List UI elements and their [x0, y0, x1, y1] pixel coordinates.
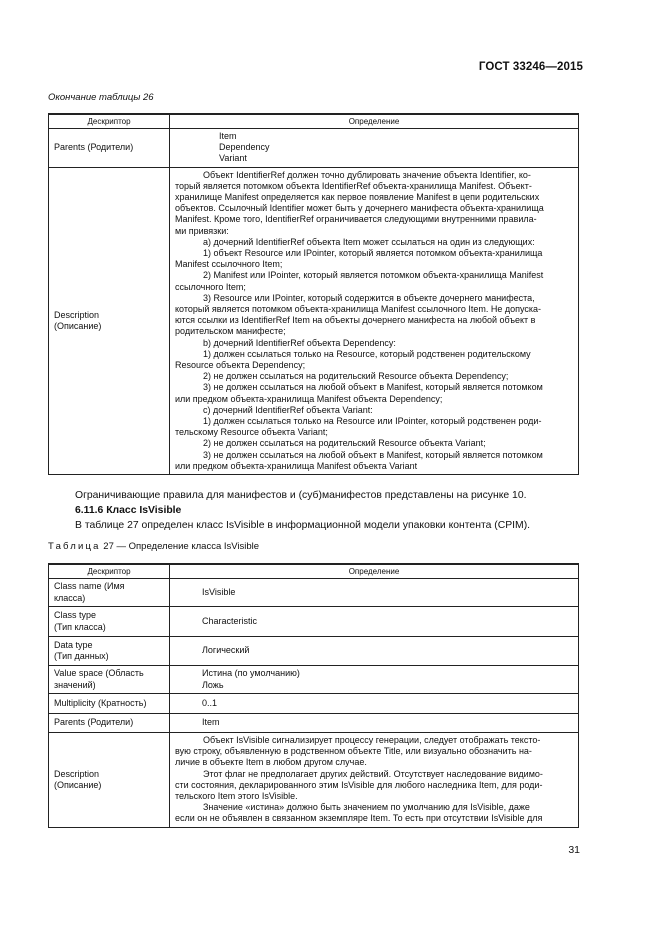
label-line: Description	[54, 309, 100, 320]
text-line: c) дочерний IdentifierRef объекта Variant:	[203, 404, 373, 415]
text-line: 2) не должен ссылаться на родительский Resource объекта Variant;	[203, 438, 486, 449]
row-value-parents: Item	[170, 714, 579, 733]
table-header-row	[49, 114, 579, 129]
row-value-description	[170, 733, 579, 828]
row-label-description	[49, 167, 170, 474]
text-line: 3) Resource или IPointer, который содержится в объекте дочернего манифеста,	[203, 292, 535, 303]
row-label-description	[49, 733, 170, 828]
text-line: ссылочного Item;	[175, 281, 246, 292]
table-row	[49, 666, 579, 694]
text-line: 3) не должен ссылаться на любой объект в Manifest, который является потомком	[203, 382, 543, 393]
text-line: 1) объект Resource или IPointer, который является потомком объекта-хранилища	[203, 248, 543, 259]
label-line: (Тип класса)	[54, 621, 106, 632]
row-label-class-name	[49, 579, 170, 607]
value-line: Истина (по умолчанию)	[202, 668, 300, 679]
table-header-row	[49, 564, 579, 579]
text-line: b) дочерний IdentifierRef объекта Dependency:	[203, 337, 396, 348]
label-line: (Описание)	[54, 779, 102, 790]
text-line: если он не объявлен в связанном экземпляре Item. То есть при отсутствии IsVisible для	[175, 813, 543, 824]
body-paragraph: В таблице 27 определен класс IsVisible в информационной модели упаковки контента (CPIM).	[75, 520, 531, 531]
text-line: 2) не должен ссылаться на родительский Resource объекта Dependency;	[203, 371, 509, 382]
table-row	[49, 694, 579, 714]
table-27	[48, 563, 579, 828]
text-line: который является потомком объекта-хранилища Manifest ссылочного Item. Не допуска-	[175, 304, 542, 315]
text-line: хранилище Manifest определяется как первое появление Manifest в цепи родительских	[175, 192, 540, 203]
table-row	[49, 714, 579, 733]
parents-item: Item	[219, 131, 237, 141]
table-row	[49, 637, 579, 666]
text-line: 1) должен ссылаться только на Resource, который родственен родительскому	[203, 348, 531, 359]
table-row	[49, 579, 579, 607]
text-line: или предком объекта-хранилища Manifest объекта Variant	[175, 460, 418, 471]
table-caption-label: Таблица	[48, 541, 101, 552]
label-line: Description	[54, 768, 100, 779]
text-line: а) дочерний IdentifierRef объекта Item может ссылаться на один из следующих:	[203, 236, 535, 247]
text-line: тельского Item этого IsVisible.	[175, 791, 298, 802]
text-line: Значение «истина» должно быть значением по умолчанию для IsVisible, даже	[203, 802, 530, 813]
table-27-caption	[48, 541, 259, 552]
row-value-data-type: Логический	[170, 637, 579, 666]
text-line: Manifest ссылочного Item;	[175, 259, 283, 270]
column-header-definition: Определение	[170, 114, 579, 129]
table-26	[48, 113, 579, 475]
label-line: Value space (Область	[54, 668, 144, 679]
row-label-class-type	[49, 607, 170, 637]
text-line: Resource объекта Dependency;	[175, 360, 306, 371]
text-line: Объект IsVisible сигнализирует процессу генерации, следует отображать тексто-	[203, 735, 541, 745]
body-paragraph: Ограничивающие правила для манифестов и (суб)манифестов представлены на рисунке 10.	[75, 490, 527, 501]
document-code: ГОСТ 33246—2015	[478, 61, 583, 73]
text-line: тельскому Resource объекта Variant;	[175, 427, 328, 438]
label-line: Class type	[54, 610, 97, 621]
row-value-description	[170, 167, 579, 474]
text-line: или предком объекта-хранилища Manifest объекта Dependency;	[175, 393, 443, 404]
label-line: (Тип данных)	[54, 651, 109, 661]
text-line: Manifest. Кроме того, IdentifierRef ограничивается следующими внутренними правила-	[175, 214, 537, 225]
text-line: ются ссылки из IdentifierRef Item на объекты дочернего манифеста на любой объект в	[175, 315, 536, 326]
text-line: объектов. Ссылочный Identifier может быть у дочернего манифеста объекта-хранилища	[175, 203, 544, 214]
text-line: 2) Manifest или IPointer, который является потомком объекта-хранилища Manifest	[203, 270, 544, 281]
row-value-class-type: Characteristic	[170, 607, 579, 637]
label-line: Class name (Имя	[54, 581, 125, 592]
text-line: торый является потомком объекта IdentifierRef объекта-хранилища Manifest. Объект-	[175, 180, 532, 191]
label-line: Data type	[54, 639, 93, 650]
row-label-value-space	[49, 666, 170, 694]
row-value-parents	[170, 129, 579, 168]
table-row	[49, 607, 579, 637]
column-header-definition: Определение	[170, 564, 579, 579]
table-row	[49, 733, 579, 828]
row-label-parents: Parents (Родители)	[49, 129, 170, 168]
row-label-data-type	[49, 637, 170, 666]
text-line: вую строку, объявленную в родственном объекте Title, или визуально обозначить на-	[175, 746, 532, 757]
text-line: ми привязки:	[175, 225, 229, 236]
row-label-parents: Parents (Родители)	[49, 714, 170, 733]
text-line: сти состояния, декларированного этим IsVisible для любого наследника Item, для роди-	[175, 779, 543, 790]
section-title: 6.11.6 Класс IsVisible	[75, 505, 182, 516]
column-header-descriptor: Дескриптор	[49, 564, 170, 579]
table-caption-text: 27 — Определение класса IsVisible	[103, 541, 260, 552]
label-line: (Описание)	[54, 320, 102, 331]
text-line: личие в объекте Item в любом другом случае.	[175, 757, 367, 768]
row-value-class-name: IsVisible	[170, 579, 579, 607]
column-header-descriptor: Дескриптор	[49, 114, 170, 129]
table-row	[49, 167, 579, 474]
parents-item: Variant	[219, 153, 247, 164]
text-line: Этот флаг не предполагает других действий. Отсутствует наследование видимо-	[203, 768, 543, 779]
row-label-multiplicity: Multiplicity (Кратность)	[49, 694, 170, 714]
label-line: значений)	[54, 679, 96, 690]
table-26-continuation-caption: Окончание таблицы 26	[48, 92, 154, 103]
row-value-value-space	[170, 666, 579, 694]
value-line: Ложь	[202, 679, 224, 690]
text-line: 3) не должен ссылаться на любой объект в Manifest, который является потомком	[203, 449, 543, 460]
text-line: родительском манифесте;	[175, 326, 286, 337]
text-line: 1) должен ссылаться только на Resource или IPointer, который родственен роди-	[203, 416, 542, 427]
label-line: класса)	[54, 592, 86, 603]
table-row	[49, 129, 579, 168]
page-number: 31	[568, 844, 580, 856]
text-line: Объект IdentifierRef должен точно дублировать значение объекта Identifier, ко-	[203, 169, 531, 180]
row-value-multiplicity: 0..1	[170, 694, 579, 714]
parents-item: Dependency	[219, 142, 270, 153]
